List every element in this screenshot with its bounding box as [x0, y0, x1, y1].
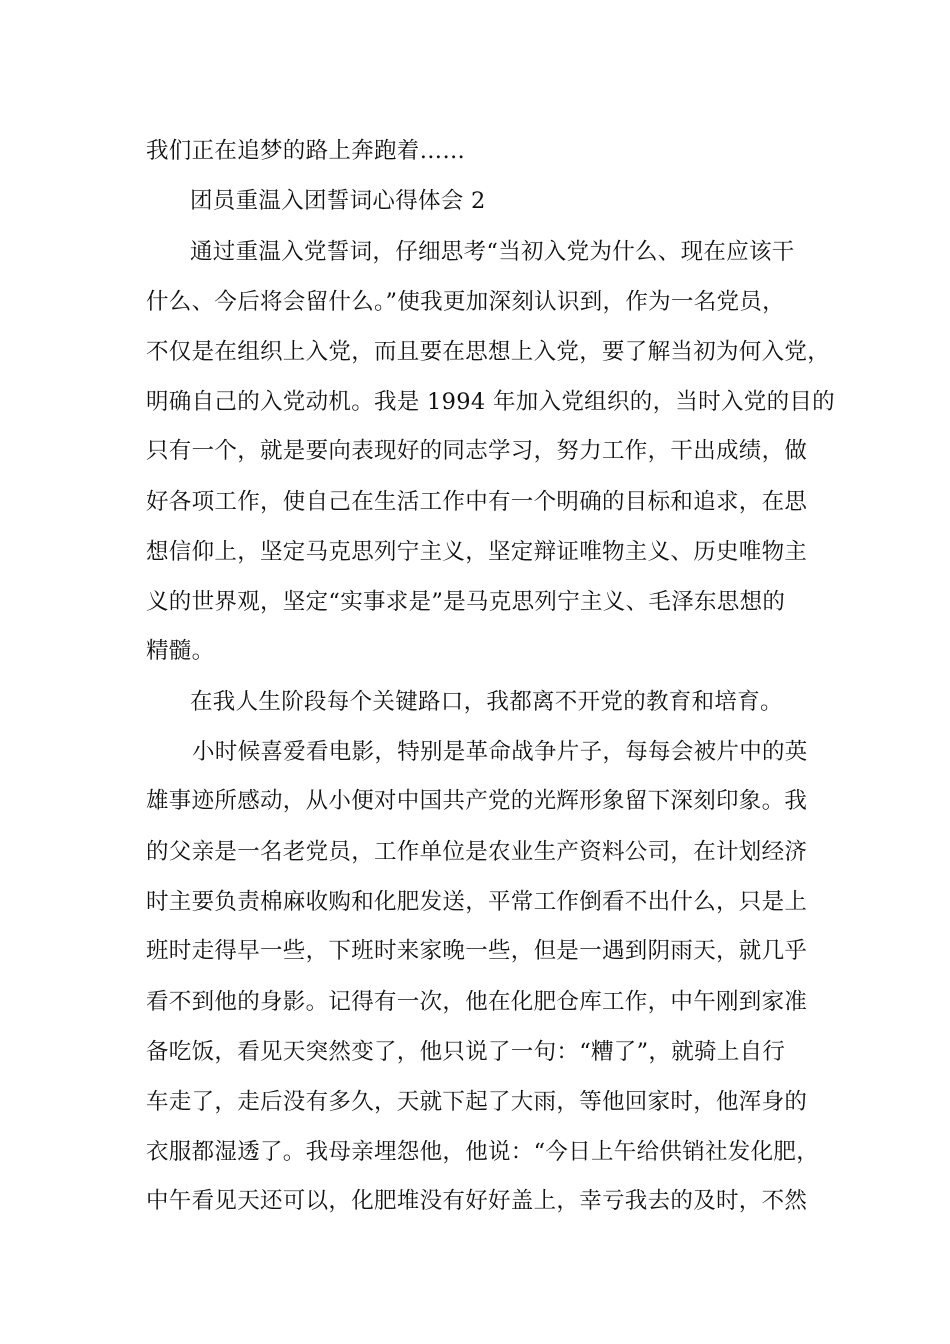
paragraph-line: 时主要负责棉麻收购和化肥发送，平常工作倒看不出什么，只是上 — [146, 889, 808, 915]
paragraph-line: 看不到他的身影。记得有一次，他在化肥仓库工作，中午刚到家准 — [146, 989, 808, 1015]
text-line: 我们正在追梦的路上奔跑着…… — [146, 138, 466, 164]
paragraph-line: 在我人生阶段每个关键路口，我都离不开党的教育和培育。 — [190, 689, 783, 715]
paragraph-line: 什么、今后将会留什么。”使我更加深刻认识到，作为一名党员， — [146, 289, 785, 315]
paragraph-line: 不仅是在组织上入党，而且要在思想上入党，要了解当初为何入党， — [146, 339, 831, 365]
paragraph-line: 备吃饭，看见天突然变了，他只说了一句：“糟了”，就骑上自行 — [146, 1039, 786, 1065]
paragraph-line: 班时走得早一些，下班时来家晚一些，但是一遇到阴雨天，就几乎 — [146, 938, 808, 964]
paragraph-line: 精髓。 — [146, 638, 215, 664]
paragraph-line: 衣服都湿透了。我母亲埋怨他，他说：“今日上午给供销社发化肥， — [146, 1139, 820, 1165]
paragraph-line: 小时候喜爱看电影，特别是革命战争片子，每每会被片中的英 — [192, 739, 808, 765]
paragraph-line: 车走了，走后没有多久，天就下起了大雨，等他回家时，他浑身的 — [146, 1089, 808, 1115]
paragraph-line: 想信仰上，坚定马克思列宁主义，坚定辩证唯物主义、历史唯物主 — [146, 539, 808, 565]
paragraph-line: 好各项工作，使自己在生活工作中有一个明确的目标和追求，在思 — [146, 489, 808, 515]
paragraph-line: 的父亲是一名老党员，工作单位是农业生产资料公司，在计划经济 — [146, 839, 808, 865]
paragraph-line: 义的世界观，坚定“实事求是”是马克思列宁主义、毛泽东思想的 — [146, 589, 786, 615]
paragraph-line: 通过重温入党誓词，仔细思考“当初入党为什么、现在应该干 — [190, 239, 795, 265]
paragraph-line: 只有一个，就是要向表现好的同志学习，努力工作，干出成绩，做 — [146, 438, 808, 464]
paragraph-line: 明确自己的入党动机。我是 1994 年加入党组织的，当时入党的目的 — [146, 389, 835, 415]
paragraph-line: 中午看见天还可以，化肥堆没有好好盖上，幸亏我去的及时，不然 — [146, 1188, 808, 1214]
section-heading: 团员重温入团誓词心得体会 2 — [190, 188, 486, 214]
paragraph-line: 雄事迹所感动，从小便对中国共产党的光辉形象留下深刻印象。我 — [146, 788, 808, 814]
